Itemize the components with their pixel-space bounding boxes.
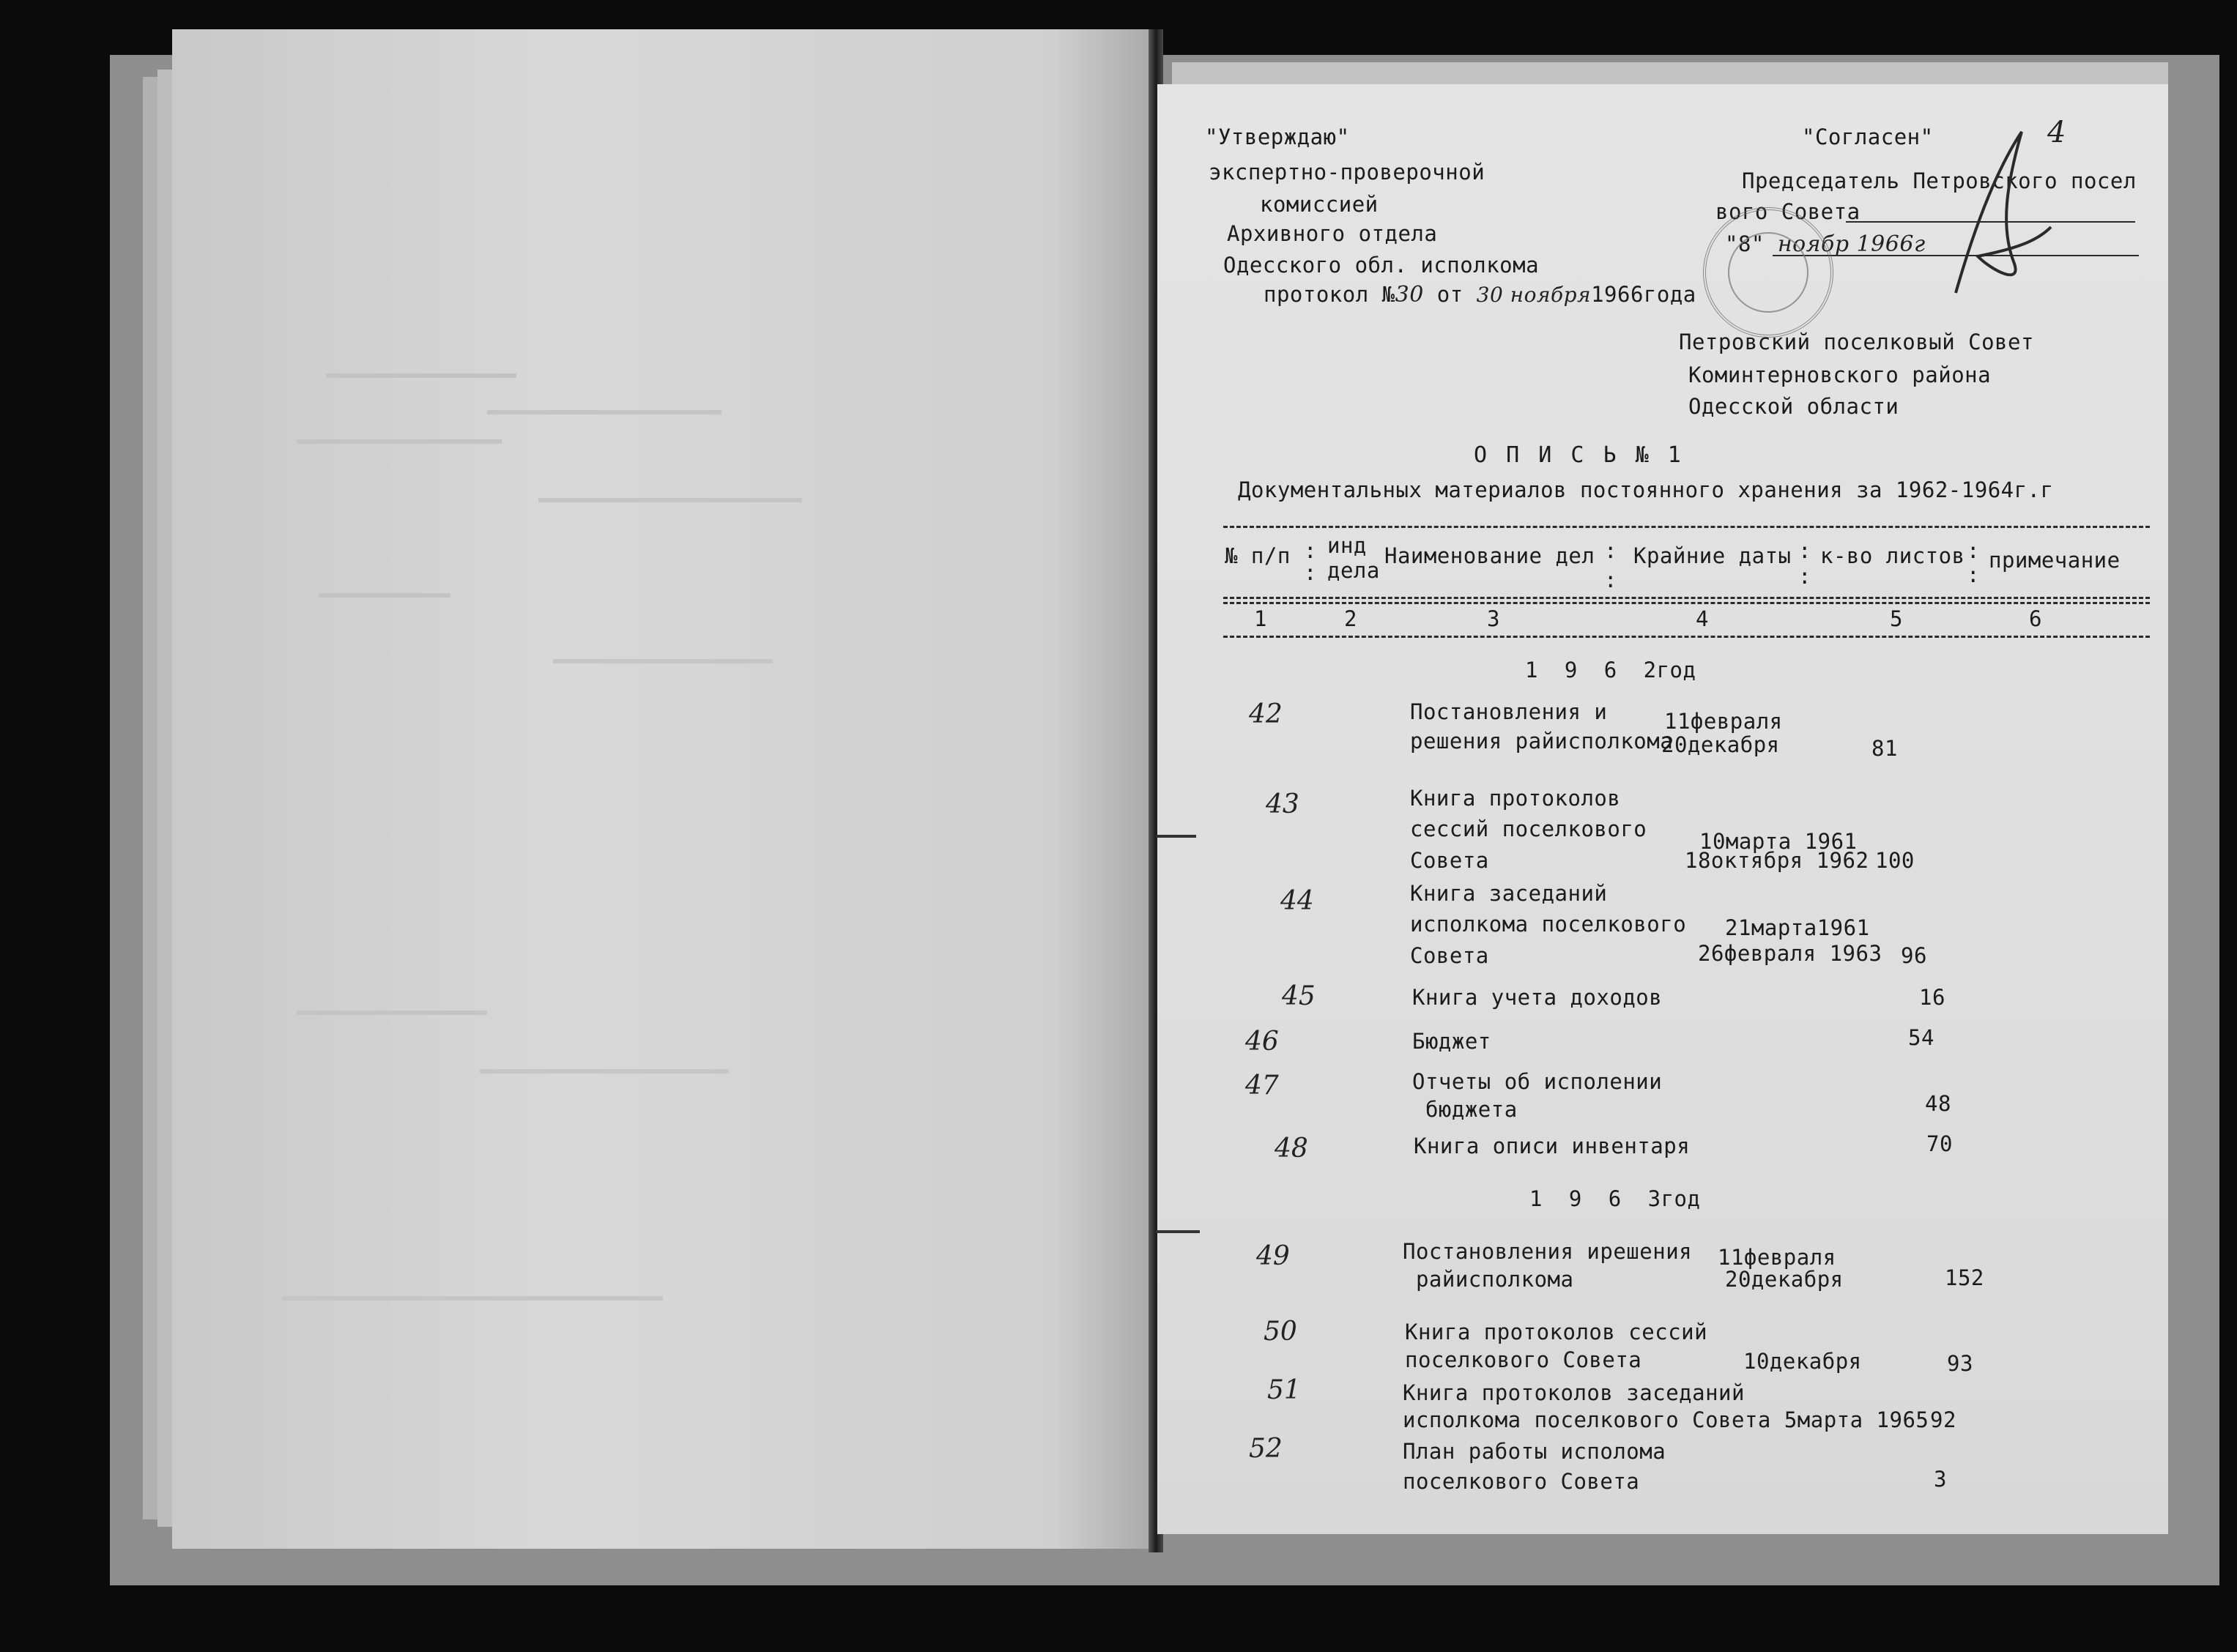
entry-number-handwritten: 45 bbox=[1282, 981, 1316, 1011]
entry-name-line: План работы исполома bbox=[1403, 1439, 1666, 1464]
column-separator: : bbox=[1604, 538, 1617, 563]
document-title: О П И С Ь № 1 bbox=[1474, 442, 1684, 468]
entry-sheets: 152 bbox=[1945, 1265, 1984, 1290]
column-number: 1 bbox=[1254, 606, 1267, 631]
entry-name-line: исполкома поселкового bbox=[1410, 912, 1687, 937]
column-header-index: дела bbox=[1327, 558, 1380, 583]
bleed-through-mark bbox=[553, 659, 773, 663]
entry-sheets: 54 bbox=[1908, 1025, 1934, 1050]
approved-header: "Утверждаю" bbox=[1205, 124, 1350, 149]
column-separator: : bbox=[1967, 562, 1980, 587]
entry-number-handwritten: 52 bbox=[1249, 1434, 1283, 1464]
year-heading: 1 9 6 2год bbox=[1525, 658, 1696, 682]
entry-date: 10декабря bbox=[1743, 1349, 1862, 1374]
org-line: Коминтерновского района bbox=[1688, 362, 1992, 387]
entry-sheets: 3 bbox=[1934, 1467, 1947, 1492]
approved-protocol bbox=[1264, 282, 1696, 308]
column-separator: : bbox=[1798, 538, 1811, 563]
bleed-through-mark bbox=[480, 1069, 729, 1074]
column-number: 6 bbox=[2029, 606, 2042, 631]
entry-name-line: бюджета bbox=[1412, 1097, 1518, 1122]
approved-line: Одесского обл. исполкома bbox=[1223, 253, 1540, 278]
column-header-index: инд bbox=[1327, 533, 1367, 558]
protocol-mid: от bbox=[1436, 282, 1463, 307]
column-header-name: Наименование дел bbox=[1384, 543, 1595, 568]
entry-sheets: 48 bbox=[1925, 1091, 1951, 1116]
protocol-date-handwritten: 30 ноября bbox=[1476, 283, 1592, 307]
column-number: 4 bbox=[1696, 606, 1709, 631]
entry-name-line: Отчеты об исполении bbox=[1412, 1069, 1663, 1094]
column-separator: : bbox=[1304, 560, 1317, 585]
entry-sheets: 100 bbox=[1875, 848, 1915, 873]
entry-number-handwritten: 47 bbox=[1245, 1071, 1279, 1101]
entry-name-line: поселкового Совета bbox=[1405, 1347, 1642, 1372]
entry-name-line: Книга учета доходов bbox=[1412, 985, 1663, 1010]
approved-line: экспертно-проверочной bbox=[1209, 160, 1485, 185]
entry-sheets: 93 bbox=[1947, 1351, 1973, 1376]
entry-number-handwritten: 49 bbox=[1256, 1241, 1290, 1271]
entry-name-line: поселкового Совета bbox=[1403, 1469, 1640, 1494]
column-header-number: № п/п bbox=[1225, 543, 1291, 568]
entry-number-handwritten: 46 bbox=[1245, 1027, 1279, 1057]
entry-date: 21марта1961 bbox=[1725, 915, 1870, 940]
table-rule bbox=[1223, 602, 2150, 604]
entry-number-handwritten: 42 bbox=[1249, 699, 1283, 729]
entry-name-line: Постановления и bbox=[1410, 699, 1608, 724]
protocol-prefix: протокол № bbox=[1264, 282, 1395, 307]
entry-sheets: 70 bbox=[1926, 1131, 1953, 1156]
bleed-through-mark bbox=[297, 1011, 487, 1015]
entry-sheets: 16 bbox=[1919, 985, 1945, 1010]
table-rule bbox=[1223, 526, 2150, 528]
round-seal-stamp bbox=[1703, 207, 1833, 338]
bleed-through-mark bbox=[538, 498, 802, 502]
column-separator: : bbox=[1604, 568, 1617, 592]
entry-date: 10марта 1961 bbox=[1699, 829, 1858, 854]
entry-name-line: Книга протоколов bbox=[1410, 786, 1621, 811]
entry-number-handwritten: 44 bbox=[1280, 886, 1314, 916]
entry-sheets: 92 bbox=[1930, 1407, 1956, 1432]
entry-date: 20декабря bbox=[1725, 1267, 1844, 1292]
year-heading: 1 9 6 3год bbox=[1529, 1186, 1701, 1211]
column-number: 5 bbox=[1890, 606, 1903, 631]
entry-date: 18октября 1962 bbox=[1685, 848, 1869, 873]
entry-name-line: решения райисполкома bbox=[1410, 729, 1674, 754]
column-header-dates: Крайние даты bbox=[1633, 543, 1792, 568]
column-header-note: примечание bbox=[1989, 548, 2121, 573]
bleed-through-mark bbox=[319, 593, 450, 598]
column-separator: : bbox=[1967, 538, 1980, 563]
entry-sheets: 81 bbox=[1871, 736, 1898, 761]
entry-date: 11февраля bbox=[1664, 709, 1783, 734]
bleed-through-mark bbox=[326, 373, 516, 378]
entry-number-handwritten: 51 bbox=[1267, 1375, 1301, 1405]
org-line: Одесской области bbox=[1688, 394, 1899, 419]
entry-date: 26февраля 1963 bbox=[1698, 941, 1882, 966]
left-page-blank bbox=[172, 29, 1154, 1549]
entry-name-line: Бюджет bbox=[1412, 1029, 1491, 1054]
table-rule bbox=[1223, 636, 2150, 638]
table-rule bbox=[1223, 597, 2150, 599]
approved-line: комиссией bbox=[1260, 192, 1379, 217]
bleed-through-mark bbox=[487, 410, 721, 414]
entry-name-line: Книга описи инвентаря bbox=[1414, 1134, 1691, 1158]
binding-thread bbox=[1156, 835, 1196, 838]
entry-date: 11февраля bbox=[1718, 1245, 1836, 1270]
entry-name-line: Совета bbox=[1410, 848, 1489, 873]
column-header-sheets: к-во листов bbox=[1820, 543, 1965, 568]
agreed-line: Председатель Петровского посел bbox=[1742, 168, 2137, 193]
entry-name-line: сессий поселкового bbox=[1410, 816, 1647, 841]
entry-sheets: 96 bbox=[1901, 943, 1927, 968]
approved-line: Архивного отдела bbox=[1227, 221, 1438, 246]
agreed-line: вого Совета bbox=[1715, 199, 1861, 224]
binding-thread bbox=[1156, 1230, 1200, 1233]
entry-name-line: Постановления ирешения bbox=[1403, 1239, 1693, 1264]
entry-name-line: Книга протоколов заседаний bbox=[1403, 1380, 1745, 1405]
page-number-handwritten: 4 bbox=[2047, 116, 2066, 149]
org-line: Петровский поселковый Совет bbox=[1679, 330, 2034, 354]
agreed-date-handwritten: ноябр 1966г bbox=[1777, 231, 1926, 257]
column-number: 3 bbox=[1487, 606, 1500, 631]
agreed-header: "Согласен" bbox=[1802, 124, 1934, 149]
column-number: 2 bbox=[1344, 606, 1357, 631]
column-separator: : bbox=[1798, 564, 1811, 589]
bleed-through-mark bbox=[297, 439, 502, 444]
entry-number-handwritten: 48 bbox=[1275, 1134, 1308, 1164]
entry-name-line: Книга протоколов сессий bbox=[1405, 1320, 1708, 1344]
entry-name-line: исполкома поселкового Совета 5марта 1965 bbox=[1403, 1407, 1929, 1432]
column-separator: : bbox=[1304, 538, 1317, 563]
signature-handwritten bbox=[1912, 117, 2058, 308]
entry-date: 20декабря bbox=[1661, 732, 1780, 757]
agreed-date-prefix: "8" bbox=[1725, 231, 1765, 256]
entry-number-handwritten: 43 bbox=[1266, 789, 1299, 819]
protocol-suffix: 1966года bbox=[1591, 282, 1696, 307]
entry-name-line: Книга заседаний bbox=[1410, 881, 1608, 906]
entry-name-line: райисполкома bbox=[1403, 1267, 1574, 1292]
document-subtitle: Документальных материалов постоянного хранения за 1962-1964г.г bbox=[1238, 477, 2054, 502]
bleed-through-mark bbox=[282, 1296, 663, 1301]
entry-name-line: Совета bbox=[1410, 943, 1489, 968]
entry-number-handwritten: 50 bbox=[1264, 1317, 1297, 1347]
protocol-number-handwritten: 30 bbox=[1395, 282, 1424, 308]
